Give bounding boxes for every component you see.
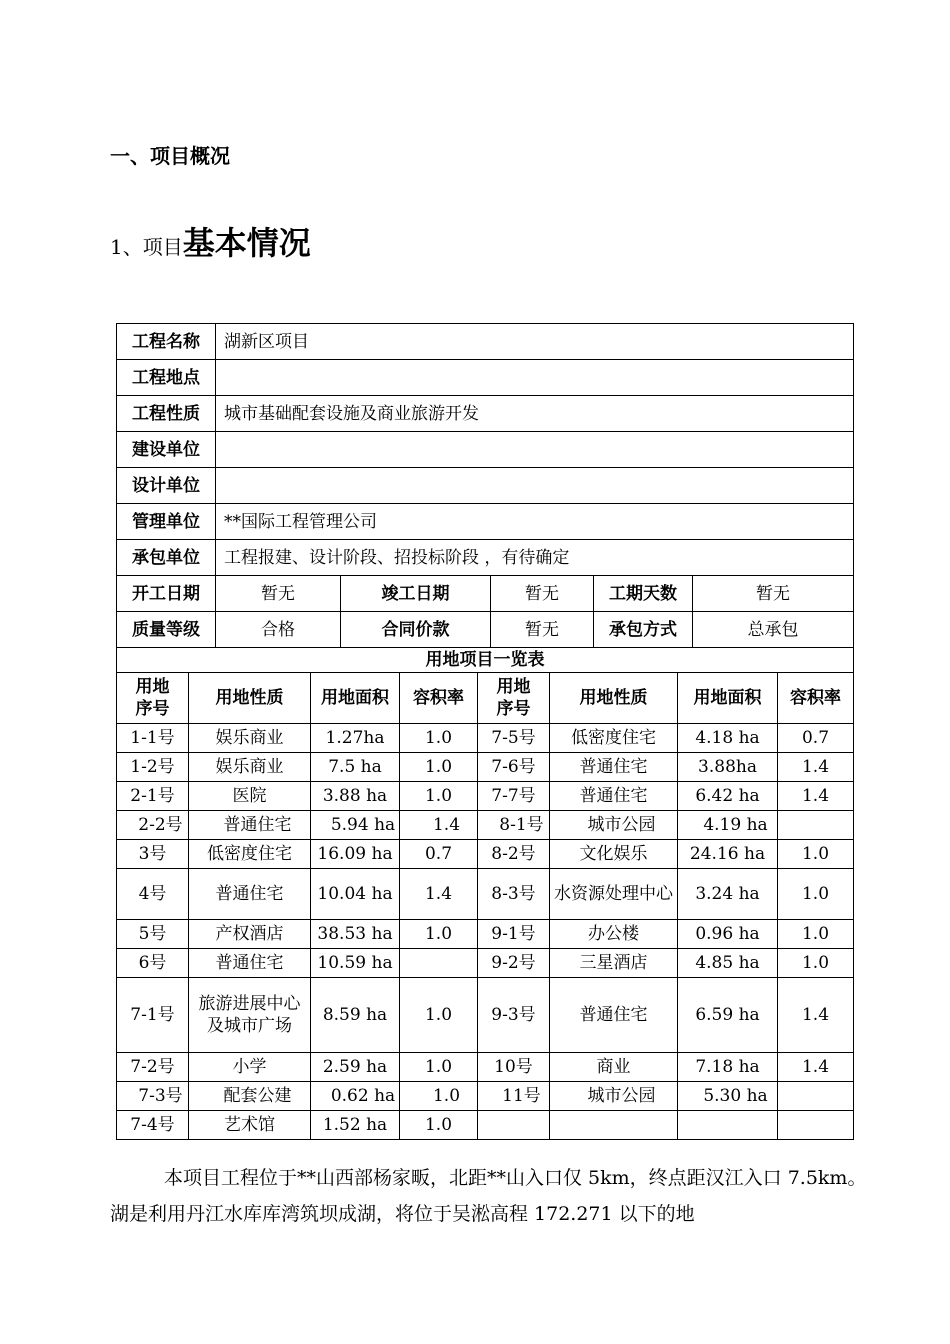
info-value: 合格 xyxy=(216,612,341,648)
land-cell-text: 7-2号 xyxy=(130,1057,175,1077)
land-title-row xyxy=(117,648,854,673)
land-cell-text: 普通住宅 xyxy=(579,1005,648,1025)
land-cell xyxy=(400,840,478,869)
land-cell xyxy=(478,869,550,920)
land-cell xyxy=(117,1111,189,1140)
land-cell xyxy=(311,724,400,753)
land-cell-text: 旅游进展中心及城市广场 xyxy=(198,994,301,1036)
info-label: 设计单位 xyxy=(117,468,216,504)
land-cell xyxy=(478,1082,550,1111)
land-cell-text: 1.27ha xyxy=(325,728,385,748)
land-cell xyxy=(478,753,550,782)
land-cell xyxy=(478,1053,550,1082)
land-cell-text: 娱乐商业 xyxy=(215,728,284,748)
land-cell xyxy=(400,753,478,782)
land-cell xyxy=(189,1111,311,1140)
land-cell xyxy=(189,724,311,753)
land-cell-text: 38.53 ha xyxy=(317,924,393,944)
info-value: 工程报建、设计阶段、招投标阶段 ，有待确定 xyxy=(216,540,854,576)
land-row xyxy=(117,724,854,753)
land-cell-text: 三星酒店 xyxy=(579,953,648,973)
land-cell-text: 商业 xyxy=(596,1057,631,1077)
land-cell xyxy=(189,753,311,782)
land-cell-text: 1.4 xyxy=(801,786,830,806)
land-cell xyxy=(678,1053,778,1082)
land-row xyxy=(117,811,854,840)
land-cell xyxy=(778,949,854,978)
column-header: 容积率 xyxy=(400,673,478,724)
intro-paragraph xyxy=(110,1160,880,1232)
info-value: 暂无 xyxy=(216,576,341,612)
land-cell-text: 24.16 ha xyxy=(689,844,766,864)
land-cell xyxy=(778,753,854,782)
land-cell-text: 1.0 xyxy=(424,757,453,777)
land-cell xyxy=(311,1082,400,1111)
land-row xyxy=(117,753,854,782)
land-cell-text: 3.88 ha xyxy=(322,786,388,806)
land-cell xyxy=(117,920,189,949)
land-cell-text: 2-2号 xyxy=(138,815,183,835)
land-cell xyxy=(550,1053,678,1082)
section-heading: 一、项目概况 xyxy=(110,144,230,168)
land-cell xyxy=(478,724,550,753)
land-row xyxy=(117,1053,854,1082)
land-cell xyxy=(478,949,550,978)
land-cell-text: 3.88ha xyxy=(698,757,757,777)
land-cell-text: 普通住宅 xyxy=(579,757,648,777)
land-cell-text: 7.5 ha xyxy=(328,757,382,777)
land-cell xyxy=(117,1082,189,1111)
info-label: 承包单位 xyxy=(117,540,216,576)
land-cell xyxy=(778,1111,854,1140)
land-row xyxy=(117,949,854,978)
land-cell-text: 普通住宅 xyxy=(215,884,284,904)
land-cell-text: 普通住宅 xyxy=(579,786,648,806)
land-cell xyxy=(311,1111,400,1140)
info-value xyxy=(216,360,854,396)
land-cell xyxy=(400,782,478,811)
land-cell-text: 4号 xyxy=(138,884,167,904)
land-cell xyxy=(400,1111,478,1140)
land-cell xyxy=(478,811,550,840)
land-cell-text: 8.59 ha xyxy=(322,1005,388,1025)
land-cell-text: 产权酒店 xyxy=(215,924,284,944)
land-cell-text: 5.30 ha xyxy=(703,1086,768,1106)
land-cell xyxy=(478,920,550,949)
land-row xyxy=(117,782,854,811)
column-header: 用地 序号 xyxy=(478,673,550,724)
land-cell xyxy=(478,782,550,811)
info-row xyxy=(117,396,854,432)
land-cell-text: 9-3号 xyxy=(491,1005,536,1025)
land-cell-text: 文化娱乐 xyxy=(579,844,648,864)
info-row xyxy=(117,504,854,540)
land-cell xyxy=(778,1082,854,1111)
column-header: 用地性质 xyxy=(189,673,311,724)
land-cell-text: 7-6号 xyxy=(491,757,536,777)
land-cell-text: 4.19 ha xyxy=(703,815,768,835)
land-cell-text: 2.59 ha xyxy=(322,1057,388,1077)
land-cell xyxy=(778,782,854,811)
land-cell xyxy=(117,840,189,869)
land-cell xyxy=(778,840,854,869)
land-cell xyxy=(678,1111,778,1140)
land-cell xyxy=(189,1053,311,1082)
project-info-sheet xyxy=(116,323,853,1140)
land-cell xyxy=(550,869,678,920)
land-use-table xyxy=(116,647,854,1140)
land-cell xyxy=(400,978,478,1053)
land-cell xyxy=(400,949,478,978)
info-row xyxy=(117,540,854,576)
info-label: 工期天数 xyxy=(594,576,693,612)
land-cell xyxy=(678,782,778,811)
info-value: 暂无 xyxy=(693,576,854,612)
land-row xyxy=(117,1082,854,1111)
land-cell xyxy=(550,753,678,782)
info-label: 开工日期 xyxy=(117,576,216,612)
land-cell xyxy=(311,811,400,840)
info-row xyxy=(117,324,854,360)
land-cell xyxy=(778,811,854,840)
info-row xyxy=(117,432,854,468)
land-cell-text: 1.0 xyxy=(801,844,830,864)
info-value: 城市基础配套设施及商业旅游开发 xyxy=(216,396,854,432)
land-cell-text: 8-2号 xyxy=(491,844,536,864)
land-cell xyxy=(478,840,550,869)
land-cell xyxy=(550,840,678,869)
land-cell xyxy=(550,1082,678,1111)
land-cell xyxy=(117,811,189,840)
land-cell xyxy=(189,920,311,949)
info-label: 工程性质 xyxy=(117,396,216,432)
land-cell xyxy=(189,782,311,811)
land-cell xyxy=(550,724,678,753)
land-cell xyxy=(311,1053,400,1082)
land-cell-text: 6.42 ha xyxy=(695,786,760,806)
land-cell-text: 4.85 ha xyxy=(695,953,760,973)
subsection-prefix: 1、项目 xyxy=(110,235,183,259)
land-cell-text: 7-7号 xyxy=(491,786,536,806)
intro-text: 本项目工程位于**山西部杨家畈，北距**山入口仅 5km，终点距汉江入口 7.5km。湖是利用丹江水库库湾筑坝成湖，将位于吴淞高程 172.271 以下的地 xyxy=(110,1167,867,1225)
land-cell xyxy=(678,724,778,753)
land-cell xyxy=(311,840,400,869)
land-cell xyxy=(311,869,400,920)
land-cell-text: 城市公园 xyxy=(587,1086,656,1106)
land-row xyxy=(117,869,854,920)
info-value xyxy=(216,432,854,468)
land-cell-text: 1.4 xyxy=(432,815,461,835)
land-cell-text: 10.04 ha xyxy=(317,884,393,904)
land-row xyxy=(117,920,854,949)
land-cell-text: 普通住宅 xyxy=(215,953,284,973)
info-label: 质量等级 xyxy=(117,612,216,648)
info-row xyxy=(117,576,854,612)
land-cell xyxy=(189,869,311,920)
land-cell xyxy=(678,753,778,782)
land-cell-text: 2-1号 xyxy=(130,786,175,806)
land-cell-text: 7-5号 xyxy=(491,728,536,748)
land-cell xyxy=(311,782,400,811)
land-cell xyxy=(550,1111,678,1140)
land-cell xyxy=(550,920,678,949)
land-cell-text: 7-4号 xyxy=(130,1115,175,1135)
land-cell-text: 城市公园 xyxy=(587,815,656,835)
land-cell xyxy=(400,1053,478,1082)
land-cell-text: 1.4 xyxy=(801,1057,830,1077)
info-label: 工程地点 xyxy=(117,360,216,396)
land-cell xyxy=(189,978,311,1053)
info-value: 湖新区项目 xyxy=(216,324,854,360)
land-cell-text: 1.0 xyxy=(432,1086,461,1106)
land-cell-text: 1.4 xyxy=(801,757,830,777)
land-cell-text: 3号 xyxy=(138,844,167,864)
land-cell-text: 0.62 ha xyxy=(330,1086,396,1106)
info-label: 合同价款 xyxy=(341,612,491,648)
land-cell xyxy=(678,811,778,840)
land-cell xyxy=(550,949,678,978)
land-cell-text: 1.0 xyxy=(801,924,830,944)
info-label: 竣工日期 xyxy=(341,576,491,612)
land-cell-text: 水资源处理中心 xyxy=(554,884,673,904)
land-cell-text: 1.0 xyxy=(424,1005,453,1025)
land-cell-text: 1-2号 xyxy=(130,757,175,777)
land-cell-text: 5号 xyxy=(138,924,167,944)
land-cell-text: 娱乐商业 xyxy=(215,757,284,777)
info-label: 工程名称 xyxy=(117,324,216,360)
info-label: 建设单位 xyxy=(117,432,216,468)
land-cell-text: 8-1号 xyxy=(499,815,544,835)
land-cell-text: 8-3号 xyxy=(491,884,536,904)
land-cell-text: 普通住宅 xyxy=(223,815,292,835)
land-cell xyxy=(189,811,311,840)
land-cell-text: 7.18 ha xyxy=(695,1057,760,1077)
land-cell-text: 3.24 ha xyxy=(695,884,760,904)
land-cell xyxy=(678,949,778,978)
land-cell-text: 0.7 xyxy=(801,728,830,748)
land-cell-text: 1.52 ha xyxy=(322,1115,388,1135)
land-cell-text: 艺术馆 xyxy=(224,1115,275,1135)
land-cell-text: 1.0 xyxy=(424,786,453,806)
land-cell-text: 5.94 ha xyxy=(330,815,396,835)
column-header: 用地 序号 xyxy=(117,673,189,724)
land-cell-text: 医院 xyxy=(232,786,267,806)
info-value: 总承包 xyxy=(693,612,854,648)
land-cell-text: 7-1号 xyxy=(130,1005,175,1025)
land-cell xyxy=(117,724,189,753)
land-cell xyxy=(189,840,311,869)
subsection-heading xyxy=(110,218,311,264)
land-cell xyxy=(678,978,778,1053)
land-cell xyxy=(678,869,778,920)
land-cell xyxy=(400,869,478,920)
land-cell xyxy=(550,782,678,811)
land-cell-text: 9-1号 xyxy=(491,924,536,944)
land-cell xyxy=(117,978,189,1053)
land-cell-text: 10.59 ha xyxy=(317,953,393,973)
land-cell xyxy=(400,920,478,949)
land-cell-text: 10号 xyxy=(494,1057,533,1077)
land-cell xyxy=(311,753,400,782)
land-cell-text: 6号 xyxy=(138,953,167,973)
land-cell-text: 0.96 ha xyxy=(695,924,760,944)
land-cell xyxy=(311,920,400,949)
info-label: 承包方式 xyxy=(594,612,693,648)
subsection-main: 基本情况 xyxy=(182,224,311,262)
land-cell xyxy=(117,753,189,782)
land-cell-text: 1.0 xyxy=(424,728,453,748)
land-cell xyxy=(189,1082,311,1111)
land-cell-text: 1.0 xyxy=(424,1115,453,1135)
land-cell-text: 4.18 ha xyxy=(695,728,760,748)
land-cell xyxy=(778,978,854,1053)
land-cell-text: 低密度住宅 xyxy=(207,844,292,864)
land-cell xyxy=(117,782,189,811)
column-header: 用地性质 xyxy=(550,673,678,724)
land-cell-text: 9-2号 xyxy=(491,953,536,973)
land-cell xyxy=(550,978,678,1053)
land-cell xyxy=(117,869,189,920)
land-cell xyxy=(678,840,778,869)
land-cell xyxy=(478,1111,550,1140)
column-header: 容积率 xyxy=(778,673,854,724)
land-cell xyxy=(189,949,311,978)
land-cell xyxy=(678,920,778,949)
land-cell xyxy=(400,724,478,753)
info-value: 暂无 xyxy=(491,612,594,648)
land-row xyxy=(117,1111,854,1140)
info-value xyxy=(216,468,854,504)
land-cell xyxy=(400,1082,478,1111)
info-value: 暂无 xyxy=(491,576,594,612)
land-cell xyxy=(400,811,478,840)
info-value: **国际工程管理公司 xyxy=(216,504,854,540)
land-cell-text: 7-3号 xyxy=(138,1086,183,1106)
land-cell-text: 1.4 xyxy=(424,884,453,904)
land-cell-text: 1.4 xyxy=(801,1005,830,1025)
land-cell xyxy=(311,978,400,1053)
land-cell xyxy=(778,920,854,949)
info-row xyxy=(117,612,854,648)
land-cell-text: 16.09 ha xyxy=(317,844,393,864)
land-cell xyxy=(550,811,678,840)
land-row xyxy=(117,978,854,1053)
land-cell xyxy=(478,978,550,1053)
land-cell xyxy=(778,869,854,920)
land-cell-text: 1.0 xyxy=(424,924,453,944)
land-cell-text: 低密度住宅 xyxy=(571,728,656,748)
land-row xyxy=(117,840,854,869)
land-cell xyxy=(311,949,400,978)
land-cell xyxy=(778,724,854,753)
land-cell-text: 配套公建 xyxy=(223,1086,292,1106)
info-label: 管理单位 xyxy=(117,504,216,540)
land-cell-text: 1.0 xyxy=(801,884,830,904)
land-cell xyxy=(117,949,189,978)
land-cell xyxy=(117,1053,189,1082)
column-header: 用地面积 xyxy=(311,673,400,724)
land-cell xyxy=(678,1082,778,1111)
land-cell-text: 1.0 xyxy=(424,1057,453,1077)
land-cell-text: 小学 xyxy=(232,1057,267,1077)
land-cell-text: 0.7 xyxy=(424,844,453,864)
land-table-title: 用地项目一览表 xyxy=(117,648,854,673)
info-row xyxy=(117,360,854,396)
land-cell-text: 1-1号 xyxy=(130,728,175,748)
column-header: 用地面积 xyxy=(678,673,778,724)
land-cell-text: 1.0 xyxy=(801,953,830,973)
land-header-row xyxy=(117,673,854,724)
land-cell-text: 办公楼 xyxy=(588,924,639,944)
land-cell-text: 6.59 ha xyxy=(695,1005,760,1025)
land-cell-text: 11号 xyxy=(502,1086,541,1106)
land-cell xyxy=(778,1053,854,1082)
project-info-table xyxy=(116,323,854,648)
info-row xyxy=(117,468,854,504)
